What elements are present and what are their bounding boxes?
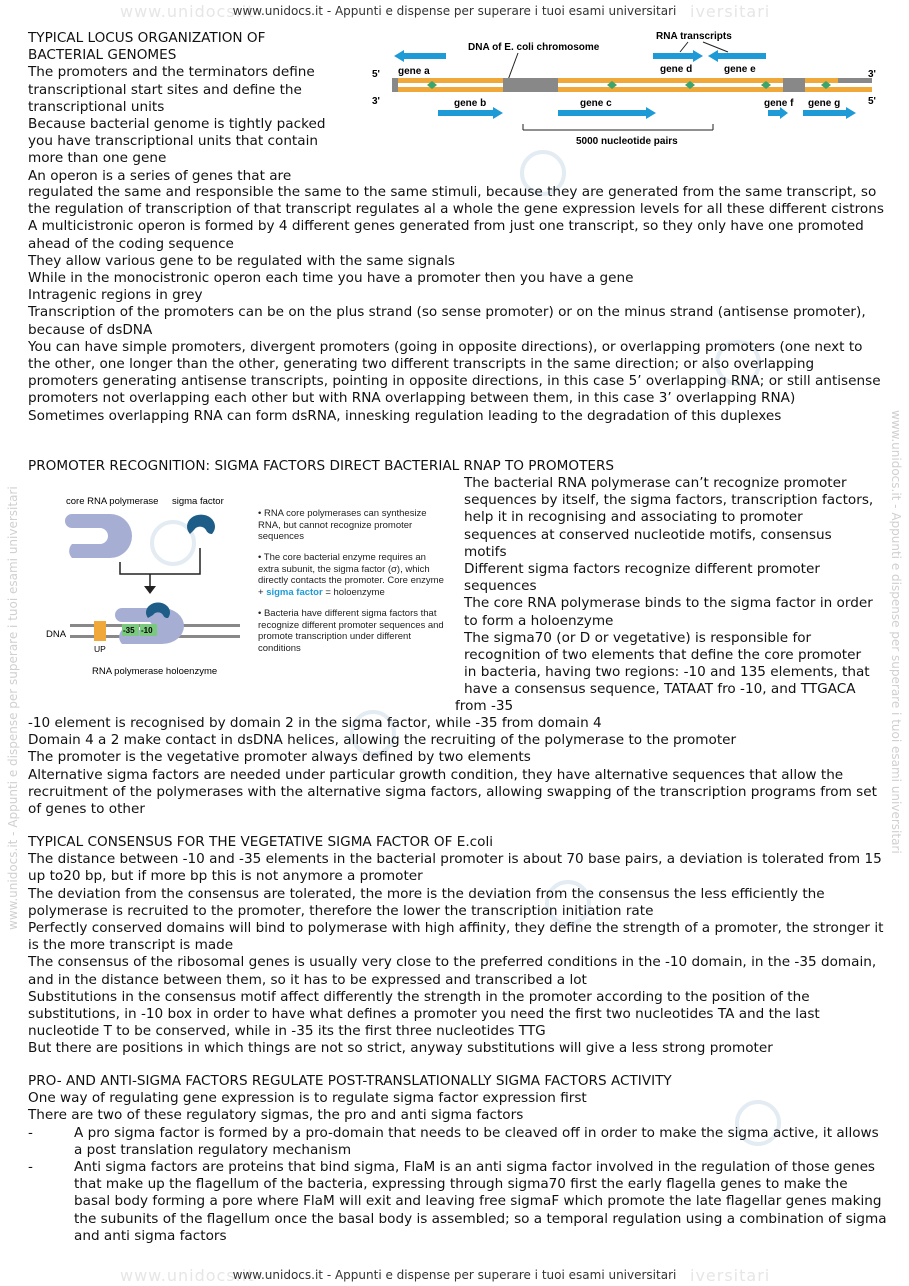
section-promoter-heading [28,458,888,475]
paragraph: You can have simple promoters, divergent promoters (going in opposite directions), or overlapping promoters (one next to the other, one longer than the other, generating two different transcripts in the same direction; or also overlapping promoters generating antisense transcripts, pointing in opposite directions, in this case 5’ overlapping RNA; or still antisense promoters not overlapping each other but with RNA overlapping between them, in this case 3’ overlapping RNA) [28,338,881,407]
paragraph-line: in bacteria, having two regions: -10 and 135 elements, that [464,664,870,681]
section-pro-anti-sigma [28,1073,888,1245]
paragraph-line: sequences by itself, the sigma factors, transcription factors, [464,492,874,509]
strand-end: 3' [868,69,876,80]
paragraph-line: sequences [464,578,537,595]
gene-label: gene f [764,98,794,109]
paragraph-line: An operon is a series of genes that are [28,167,292,184]
paragraph-line: motifs [464,543,507,560]
header-banner: www.unidocs.it - Appunti e dispense per superare i tuoi esami universitari [232,4,677,18]
paragraph-line: sequences at conserved nucleotide motifs, consensus [464,526,832,543]
gene-label: gene b [454,98,487,109]
gene-label: gene c [580,98,612,109]
scale-label: 5000 nucleotide pairs [576,136,678,147]
paragraph: But there are positions in which things are not so strict, anyway substitutions will give a less strong promoter [28,1040,773,1057]
list-item [28,1125,888,1159]
paragraph: Sometimes overlapping RNA can form dsRNA, innesking regulation leading to the degradation of this duplexes [28,407,782,424]
paragraph-line: you have transcriptional units that contain [28,133,318,150]
section-heading: PROMOTER RECOGNITION: SIGMA FACTORS DIRECT BACTERIAL RNAP TO PROMOTERS [28,458,615,474]
gene-label: gene e [724,64,756,75]
paragraph: regulated the same and responsible the same to the same stimuli, because they are generated from the same transcript, so the regulation of transcription of that transcript regulates al a whole the gene expression levels for all these different cistrons [28,184,884,218]
paragraph: Transcription of the promoters can be on the plus strand (so sense promoter) or on the minus strand (antisense promoter), because of dsDNA [28,304,866,338]
figure-bullet: • Bacteria have different sigma factors that recognize different promoter sequences and promote transcription under different conditions [258,608,444,654]
paragraph: The deviation from the consensus are tolerated, the more is the deviation from the consensus the less efficiently the polymerase is recruited to the promoter, therefore the lower the transcription initiation rate [28,885,825,919]
paragraph: There are two of these regulatory sigmas, the pro and anti sigma factors [28,1107,524,1124]
paragraph: A multicistronic operon is formed by 4 different genes generated from just one transcript, so they only have one promoted ahead of the coding sequence [28,218,864,252]
section-heading: BACTERIAL GENOMES [28,47,177,64]
paragraph-line: The core RNA polymerase binds to the sigma factor in order [464,595,873,612]
list-item-text: Anti sigma factors are proteins that bind sigma, FlaM is an anti sigma factor involved in the regulation of those genes that make up the flagellum of the bacteria, expressing through sigma70 first the early flagella genes to make the basal body forming a pore where FlaM will exit and leaving free sigmaF which promote the late flagellar genes making the subunits of the flagellum once the basal body is assembled; so a temporal regulation using a combination of sigma and anti sigma factors [74,1159,887,1244]
paragraph-line: transcriptional units [28,98,165,115]
paragraph-line: Because bacterial genome is tightly packed [28,116,326,133]
paragraph-line: transcriptional start sites and define the [28,81,302,98]
rna-label: RNA transcripts [656,31,732,42]
section-heading: TYPICAL CONSENSUS FOR THE VEGETATIVE SIGMA FACTOR OF E.coli [28,834,494,850]
paragraph: While in the monocistronic operon each time you have a promoter then you have a gene [28,270,634,287]
minus35-label: -35 [123,626,135,635]
paragraph-line: The sigma70 (or D or vegetative) is responsible for [464,629,812,646]
paragraph: The distance between -10 and -35 elements in the bacterial promoter is about 70 base pairs, a deviation is tolerated from 15 up to20 bp, but if more bp this is not anymore a promoter [28,851,882,885]
paragraph-line: to form a holoenzyme [464,612,614,629]
section-locus-body [28,184,888,425]
section-heading: PRO- AND ANTI-SIGMA FACTORS REGULATE POST-TRANSLATIONALLY SIGMA FACTORS ACTIVITY [28,1073,672,1089]
paragraph: -10 element is recognised by domain 2 in the sigma factor, while -35 from domain 4 [28,715,602,731]
diagram-title: DNA of E. coli chromosome [468,42,600,53]
paragraph: Domain 4 a 2 make contact in dsDNA helices, allowing the recruiting of the polymerase to the promoter [28,732,737,749]
paragraph: Perfectly conserved domains will bind to polymerase with high affinity, they define the strength of a promoter, the stronger it is the more transcript is made [28,920,884,954]
paragraph: Alternative sigma factors are needed under particular growth condition, they have alternative sequences that allow the recruitment of the polymerases with the alternative sigma factors, allowing swapping of the transcription programs from set of genes to other [28,766,877,818]
list-bullet: - [28,1159,33,1176]
watermark-text: iversitari [690,1266,771,1285]
section-promoter-cont [455,698,855,715]
watermark-side-left: www.unidocs.it - Appunti e dispense per superare i tuoi esami universitari [6,486,20,930]
paragraph-line: The promoters and the terminators define [28,64,315,81]
paragraph-line: recognition of two elements that define the core promoter [464,647,862,664]
holoenzyme-diagram [30,490,250,690]
minus10-label: -10 [141,626,153,635]
dna-label: DNA [46,629,67,640]
paragraph-line: have a consensus sequence, TATAAT fro -10, and TTGACA [464,681,856,698]
genome-diagram [368,28,888,160]
holoenzyme-label: RNA polymerase holoenzyme [92,666,218,677]
gene-label: gene a [398,66,430,77]
gene-label: gene g [808,98,841,109]
paragraph: One way of regulating gene expression is to regulate sigma factor expression first [28,1090,587,1107]
sigma-factor-figure [30,490,450,690]
strand-end: 5' [372,69,380,80]
list-item [28,1159,888,1245]
core-label: core RNA polymerase [66,496,159,507]
figure-bullet: • RNA core polymerases can synthesize RNA, but cannot recognize promoter sequences [258,508,427,542]
list-bullet: - [28,1124,33,1141]
paragraph-line: from -35 [455,698,514,714]
section-consensus [28,834,888,1058]
list-item-text: A pro sigma factor is formed by a pro-domain that needs to be cleaved off in order to make the sigma active, it allows a post translation regulatory mechanism [74,1124,879,1158]
watermark-text: www.unidocs.it [120,1266,255,1285]
sigma-label: sigma factor [172,496,224,507]
paragraph-line: help it in recognising and associating to promoter [464,509,803,526]
paragraph: They allow various gene to be regulated with the same signals [28,252,456,269]
paragraph-line: The bacterial RNA polymerase can’t recognize promoter [464,475,847,491]
paragraph: Substitutions in the consensus motif affect differently the strength in the promoter according to the position of the substitutions, in -10 box in order to have what defines a promoter you need the first two nucleotides TA and the last nucleotide T to be conserved, while in -35 its the first three nucleotides TTG [28,988,820,1040]
up-label: UP [94,644,106,654]
watermark-text: www.unidocs.it [120,2,255,21]
section-locus-intro [28,30,358,185]
strand-end: 3' [372,96,380,107]
gene-label: gene d [660,64,693,75]
section-heading: TYPICAL LOCUS ORGANIZATION OF [28,30,266,46]
paragraph-line: Different sigma factors recognize different promoter [464,561,820,578]
figure-bullet: • The core bacterial enzyme requires an extra subunit, the sigma factor (σ), which directly contacts the promoter. Core enzyme + sigma factor = holoenzyme [258,552,444,598]
watermark-text: iversitari [690,2,771,21]
section-promoter-body [28,715,888,818]
strand-end: 5' [868,96,876,107]
paragraph: The promoter is the vegetative promoter always defined by two elements [28,749,531,766]
paragraph: Intragenic regions in grey [28,287,203,304]
section-promoter-side [464,475,888,699]
watermark-side-right: www.unidocs.it - Appunti e dispense per superare i tuoi esami universitari [889,410,903,854]
footer-banner: www.unidocs.it - Appunti e dispense per superare i tuoi esami universitari [232,1268,677,1282]
paragraph-line: more than one gene [28,150,167,167]
paragraph: The consensus of the ribosomal genes is usually very close to the preferred conditions in the -10 domain, in the -35 domain, and in the distance between them, so it has to be expressed and transcribed a lot [28,954,877,988]
